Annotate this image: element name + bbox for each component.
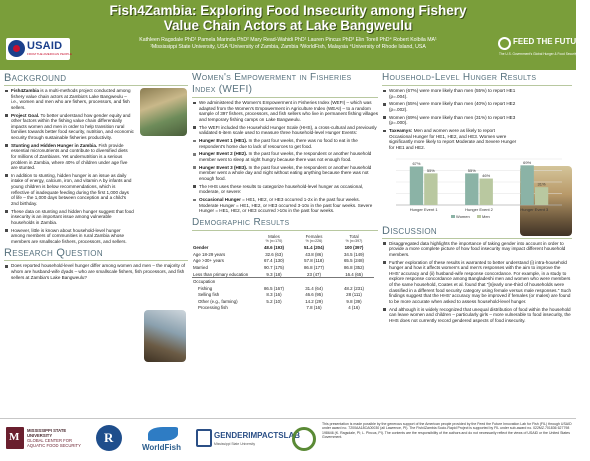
hunger-result-item-text: Men and women were as likely to report Occasional Hunger for HE1, HE2, and HE3. Women were significantly more likely to report Moderate and Severe Hunger for HE1 and HE2.	[389, 128, 517, 150]
fish-processing-photo	[140, 88, 187, 136]
table-row	[192, 251, 374, 258]
table-cell: 57.8 (118)	[304, 258, 324, 264]
lake-boat-photo	[144, 310, 186, 362]
table-row-label: Age 18-29 years	[193, 251, 226, 257]
hunger-event-item-text: In the past four weeks, there was no food to eat in the respondent's home due to lack of resources to get food.	[199, 137, 358, 149]
discussion-item-text: And although it is widely recognized that unequal distribution of food within the household can leave women and children – particularly girls – more vulnerable to food insecurity, the HHS does not currently record gendered aspects of food insecurity.	[389, 306, 571, 323]
msu-sub-text: GLOBAL CENTER FOR AQUATIC FOOD SECURITY	[27, 438, 81, 448]
table-row-label: Less than primary education	[193, 271, 249, 277]
table-cell: 48.2 (231)	[343, 285, 364, 291]
poster-header	[0, 0, 590, 70]
msu-name-text: MISSISSIPPI STATE UNIVERSITY	[27, 428, 67, 438]
table-cell: 14.2 (29)	[305, 298, 323, 304]
table-cell: 90.7 (175)	[263, 265, 284, 271]
chart-bar	[535, 187, 548, 205]
table-row	[192, 298, 374, 305]
worldfish-wordmark: WorldFish	[142, 443, 181, 452]
background-item-text: These data on stunting and hidden hunger suggest that food insecurity is an important issue among vulnerable households in Zambia.	[11, 208, 134, 225]
background-item	[4, 209, 134, 226]
column-right	[382, 72, 572, 418]
table-cell: 16.4 (65)	[345, 271, 363, 277]
gil-wordmark: GENDERIMPACTSLAB	[214, 431, 301, 440]
uri-logo	[96, 425, 140, 455]
table-row	[192, 264, 374, 271]
hunger-categories-list	[192, 197, 378, 214]
background-item-text: However, little is known about household-level hunger among members of communities in rural Zambia whose members are smallscale fishers, processors, and sellers.	[11, 227, 127, 244]
background-item	[4, 173, 134, 207]
worldfish-logo	[140, 425, 190, 455]
demographic-table	[192, 233, 374, 312]
hunger-result-item-text: Women (55%) were more likely than men (40%) to report HE2 (p=.002).	[389, 101, 516, 112]
table-row	[192, 245, 374, 252]
authors-affiliations: ¹Mississippi State University, USA ²University of Zambia, Zambia ³WorldFish, Malaysia ⁴University of Rhode Island, USA	[150, 44, 426, 50]
hunger-event-item-text: In the past four weeks, the respondent or another household member went a whole day and night without eating anything because there was not enough food.	[199, 164, 372, 181]
msu-logo	[6, 425, 92, 455]
table-row-label: Processing fish	[198, 305, 228, 311]
poster-footer	[0, 418, 576, 461]
table-column-header: Females % (n=226)	[305, 233, 323, 243]
hunger-result-item	[382, 88, 518, 99]
hunger-event-item	[192, 151, 378, 162]
hunger-result-item	[382, 101, 518, 112]
table-cell: 48.6 (193)	[263, 245, 284, 251]
hunger-events-chart	[382, 153, 568, 223]
discussion-item	[382, 260, 572, 305]
research-question-heading: Research Question	[4, 247, 188, 261]
feed-the-future-logo	[498, 34, 590, 60]
table-cell: 8.3 (16)	[266, 292, 282, 298]
usaid-tagline: FROM THE AMERICAN PEOPLE	[27, 52, 72, 56]
wefi-heading: Women's Empowerment in Fisheries Index (WEFI)	[192, 72, 378, 98]
table-row	[192, 292, 374, 299]
usaid-wordmark: USAID	[27, 40, 63, 52]
wefi-list	[192, 100, 378, 136]
column-middle	[192, 72, 378, 418]
table-cell: 46.6 (95)	[305, 292, 323, 298]
hunger-results-list	[382, 88, 518, 151]
table-cell: 100 (397)	[344, 245, 364, 251]
background-item-text: is a multi-methods project conducted among fishery value chain actors at Zambia's Lake Bangweulu – i.e., women and men who are fishers, processors, and fish sellers.	[11, 88, 131, 110]
background-item-text: In addition to stunting, hidden hunger is an issue as daily intake of energy, calcium, iron, and vitamin A by infants and young children is below recommendations, which is reflective of inadequate feeding during the first 1,000 days of life – the 1,000 days between conception and a child's 2nd birthday.	[11, 172, 132, 206]
table-cell: 32.6 (63)	[265, 251, 283, 257]
table-cell: 65.5 (248)	[343, 258, 364, 264]
chart-legend-label: Men	[482, 213, 490, 219]
gil-mark-icon	[196, 429, 212, 447]
background-item	[4, 88, 134, 110]
hunger-result-item-lead: Taxeamys:	[389, 128, 413, 134]
hunger-event-item-lead: Hunger Event 2 (HE2).	[199, 151, 248, 157]
msu-m-icon	[6, 427, 24, 449]
hunger-event-item-lead: Hunger Event 1 (HE1).	[199, 137, 248, 143]
chart-bar	[424, 173, 437, 205]
gil-subtitle: Mississippi State University	[214, 442, 256, 446]
table-row-label: Other (e.g., farming)	[198, 298, 238, 304]
usaid-seal-icon	[8, 40, 25, 57]
hunger-result-item	[382, 115, 518, 126]
table-row-label: Occupation	[192, 278, 254, 285]
table-cell: 9.3 (18)	[266, 271, 282, 277]
wefi-post-item-text: The HHS uses these results to categorize household-level hunger as occasional, moderate, or severe:	[199, 183, 364, 195]
partner-seal-logo	[292, 425, 318, 455]
chart-data-label: 46%	[482, 172, 491, 178]
chart-legend-swatch	[477, 215, 481, 218]
table-row-label: Gender	[193, 245, 209, 251]
discussion-heading: Discussion	[382, 225, 572, 239]
table-column-header: Males % (n=170)	[265, 233, 283, 243]
background-text	[4, 88, 134, 244]
wefi-post-item	[192, 184, 378, 195]
table-row	[192, 258, 374, 265]
table-cell: 43.8 (86)	[305, 251, 323, 257]
table-cell: 23 (47)	[307, 271, 321, 277]
hunger-result-item-text: Women (69%) were more likely than men (31%) to report HE3 (p=.000).	[389, 114, 516, 126]
discussion-item-text: Further exploration of these results is warranted to better understand (i) intra-household hunger and how it affects women's and men's responses with the aim to improve the HHS' accuracy and (ii) husband-wife response concordance. For example, in a study to explore response concordance among Bangladeshi men and women who were members of the same household, Coates et al. found that "[n]early one-third of households were classified in a different food security category using female versus male responses." Such findings suggest that the HHS' accuracy may be improved if females (or males) are found to be more accurate when asked to assess household-level hunger.	[389, 259, 572, 304]
table-cell: 86.5 (167)	[263, 285, 284, 291]
hunger-results-text	[382, 88, 518, 151]
table-cell: 28 (111)	[346, 292, 362, 298]
chart-legend-swatch	[451, 215, 455, 218]
table-cell: 34.5 (149)	[343, 251, 364, 257]
uri-seal-icon	[96, 425, 122, 451]
title-line-2: Value Chain Actors at Lake Bangweulu	[163, 18, 413, 33]
table-cell	[254, 305, 294, 312]
chart-data-label: 55%	[426, 167, 435, 173]
table-cell: 51.4 (204)	[303, 245, 324, 251]
hunger-events-list	[192, 138, 378, 182]
wefi-item	[192, 125, 378, 136]
fish-icon	[148, 427, 178, 441]
table-row	[192, 278, 374, 285]
author-list	[82, 37, 494, 51]
table-cell: 9.8 (39)	[346, 298, 362, 304]
hunger-category-item	[192, 197, 378, 214]
authors-names: Kathleen Ragsdale PhD¹ Pamela Marinda PhD² Mary Read-Wahidi PhD¹ Lauren Pincus PhD³ Elin Torell PhD⁴ Robert Kolbila MA¹	[139, 37, 437, 43]
ftf-tagline: The U.S. Government's Global Hunger & Food Security Initiative	[499, 52, 590, 56]
chart-data-label: 55%	[467, 167, 476, 173]
ftf-wordmark: FEED THE FUTURE	[513, 37, 588, 46]
table-cell: 86.8 (352)	[343, 265, 364, 271]
partner-seal-icon	[292, 427, 316, 451]
table-cell: 5.2 (10)	[266, 298, 282, 304]
table-row-label: Fishing	[198, 285, 213, 291]
chart-bar	[410, 166, 423, 205]
background-item	[4, 228, 134, 245]
wefi-item-text: We administered the Women's Empowerment in Fisheries Index (WEFI) – which was adapted from the Women's Empowerment in Agriculture Index (WEAI) – to a random sample of 397 fishers, processors, and fish sellers who live in permanent fishing villages and temporary fishing camps on Lake Bangweulu.	[199, 100, 378, 122]
table-row	[192, 305, 374, 312]
chart-data-label: 31%	[537, 181, 546, 187]
table-row-label: Married	[193, 265, 208, 271]
chart-category-label: Hunger Event 3	[520, 206, 549, 212]
chart-category-label: Hunger Event 2	[465, 206, 493, 212]
hunger-category-item-lead: Occasional Hunger	[199, 197, 241, 203]
usaid-logo	[6, 38, 70, 60]
table-cell	[254, 278, 294, 285]
hunger-event-item	[192, 165, 378, 182]
background-item-lead: Stunting and Hidden Hunger in Zambia.	[11, 142, 98, 148]
chart-data-label: 69%	[523, 159, 532, 165]
table-row-label: Age >30+ years	[193, 258, 225, 264]
chart-data-label: 67%	[412, 160, 421, 166]
funding-disclaimer: This presentation is made possible by the generous support of the American people provided by the Feed the Future Innovation Lab for Fish (FIL) through USAID under award no. 7200AA18CA00030 (all Lawrence, PI). The Fish4Zambia Socio-Rapid Project is supported by FIL under sub-award no. 022MZ.701836 627798 198646 (K. Ragsdale, PI; L. Pincus, PI). The contents are the responsibility of the authors and do not necessarily reflect the views of USAID or the United States Government.	[322, 422, 572, 440]
discussion-item	[382, 307, 572, 324]
table-row	[192, 285, 374, 292]
hunger-result-item	[382, 128, 518, 150]
table-cell	[334, 278, 374, 285]
background-item-text: To better understand how gender equity and other factors within the fishing value chain differentially impacts women and men in order to help transition rural families towards better food security, nutrition, and economic security through sustainable fisheries productivity.	[11, 112, 134, 140]
table-column-header: Total % (n=397)	[345, 233, 363, 243]
msu-name	[27, 428, 91, 448]
research-question-item	[4, 263, 188, 280]
background-heading: Background	[4, 72, 188, 86]
column-left	[4, 72, 188, 418]
chart-bar	[480, 178, 493, 204]
background-item	[4, 113, 134, 141]
background-item-text: Fish provide essential micronutrients and contribute to diversified diets for millions of Zambians. Yet undernutrition is a serious problem in Zambia, where 40% of children under age five are stunted.	[11, 142, 128, 171]
research-question-list	[4, 263, 188, 280]
chart-category-label: Hunger Event 1	[409, 206, 438, 212]
table-row-label: Selling fish	[198, 292, 220, 298]
background-item-lead: Project Goal.	[11, 112, 40, 118]
title-line-1: Fish4Zambia: Exploring Food Insecurity among Fishery	[109, 3, 467, 18]
background-item-lead: Fish4Zambia	[11, 88, 40, 93]
demographic-heading: Demographic Results	[192, 217, 378, 231]
hunger-event-item-lead: Hunger Event 3 (HE3).	[199, 164, 248, 170]
discussion-item	[382, 241, 572, 258]
hunger-event-item-text: In the past four weeks, the respondent or another household member went to sleep at night hungry because there was not enough food.	[199, 151, 372, 162]
wefi-item	[192, 100, 378, 122]
hunger-result-item-text: Women (67%) were more likely than men (55%) to report HE1 (p=.004).	[389, 88, 516, 99]
discussion-item-text: Disaggregated data highlights the importance of taking gender into account in order to provide a more complete picture of how food insecurity may impact different household members.	[389, 240, 566, 257]
table-cell: 4 (16)	[348, 305, 360, 311]
discussion-list	[382, 241, 572, 324]
table-cell: 67.4 (130)	[263, 258, 284, 264]
wefi-item-text: The WEFI included the Household Hunger Scale (HHS), a cross-cultural and previously validated 6-item scale used to measure three household-level Hunger Events:	[199, 124, 377, 136]
table-cell	[294, 278, 334, 285]
poster-title	[80, 3, 496, 33]
chart-bar	[520, 165, 533, 205]
table-cell: 31.4 (64)	[305, 285, 323, 291]
wefi-post-list	[192, 184, 378, 195]
chart-bar	[465, 173, 478, 205]
chart-legend-label: Women	[456, 213, 470, 219]
chart-svg	[382, 153, 568, 223]
table-row	[192, 271, 374, 278]
background-item	[4, 143, 134, 171]
hunger-category-item-text: = HE1, HE2, or HE3 occurred 1-2x in the past four weeks. Moderate Hunger = HE1, HE2, or HE3 occurred 3-10x in the past four weeks. Severe Hunger = HE1, HE2, or HE3 occurred >10x in the past four weeks.	[199, 197, 373, 214]
gender-impacts-lab-logo	[196, 425, 301, 455]
table-header-row	[192, 233, 374, 245]
table-cell: 7.8 (16)	[306, 305, 322, 311]
hunger-event-item	[192, 138, 378, 149]
table-column-header	[192, 233, 254, 245]
hunger-results-heading: Household-Level Hunger Results	[382, 72, 572, 86]
research-question-item-text: Does reported household-level hunger differ among women and men – the majority of whom are husband-wife dyads – who are smallscale fishers, fish processors, and fish sellers at Zambia's Lake Bangweulu?	[11, 263, 186, 280]
background-list	[4, 88, 134, 244]
table-cell: 86.8 (177)	[303, 265, 324, 271]
globe-icon	[498, 37, 511, 50]
